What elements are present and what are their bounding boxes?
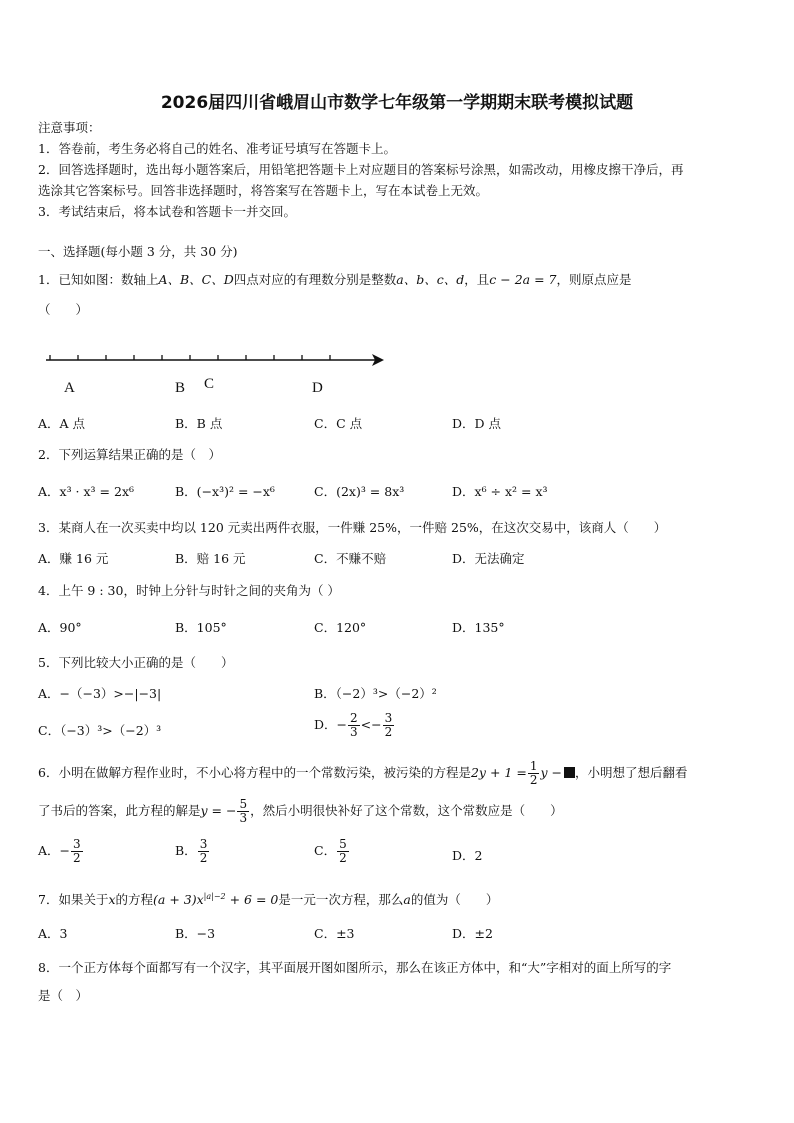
q6-option-b[interactable]: B． $\frac{3}{2}$ bbox=[175, 837, 208, 865]
q7-option-c[interactable]: C．±3 bbox=[314, 926, 355, 941]
q6-option-a[interactable]: A．− $\frac{3}{2}$ bbox=[38, 837, 81, 865]
q3-option-c[interactable]: C．不赚不赔 bbox=[314, 551, 387, 566]
q1-option-b[interactable]: B．B 点 bbox=[175, 416, 223, 431]
q3-option-d[interactable]: D．无法确定 bbox=[452, 551, 525, 566]
q5-option-b[interactable]: B．（−2）³>（−2）² bbox=[314, 686, 437, 701]
fraction: $\frac{5}{2}$ bbox=[339, 837, 347, 865]
fraction: $\frac{1}{2}$ bbox=[529, 759, 538, 787]
fraction: $\frac{2}{3}$ bbox=[350, 711, 358, 739]
axis-label-d: D bbox=[312, 380, 323, 396]
q2-stem: 2．下列运算结果正确的是（ ） bbox=[38, 447, 221, 462]
q6-option-d[interactable]: D．2 bbox=[452, 848, 483, 863]
page-title: 2026届四川省峨眉山市数学七年级第一学期期末联考模拟试题 bbox=[160, 93, 634, 113]
q4-stem: 4．上午 9 : 30，时钟上分针与时针之间的夹角为（ ） bbox=[38, 583, 340, 598]
q7-option-d[interactable]: D．±2 bbox=[452, 926, 493, 941]
fraction: $\frac{3}{2}$ bbox=[199, 837, 208, 865]
notice-item-2b: 选涂其它答案标号。回答非选择题时，将答案写在答题卡上，写在本试卷上无效。 bbox=[38, 183, 489, 198]
number-line bbox=[44, 348, 389, 372]
axis-label-c: C bbox=[204, 376, 215, 392]
fraction: $\frac{3}{2}$ bbox=[384, 711, 393, 739]
q1-option-d[interactable]: D．D 点 bbox=[452, 416, 502, 431]
q4-option-b[interactable]: B．105° bbox=[175, 620, 227, 635]
q8-stem-line1: 8．一个正方体每个面都写有一个汉字，其平面展开图如图所示，那么在该正方体中，和“大”字相对的面上所写的字 bbox=[38, 960, 672, 975]
section-heading: 一、选择题(每小题 3 分，共 30 分) bbox=[38, 244, 238, 259]
notice-item-1: 1．答卷前，考生务必将自己的姓名、准考证号填写在答题卡上。 bbox=[38, 141, 396, 156]
q3-option-a[interactable]: A．赚 16 元 bbox=[38, 551, 109, 566]
q6-stem-line2: 了书后的答案，此方程的解是y = − $\frac{5}{3}$ ，然后小明很快补好了这个常数，这个常数应是（ ） bbox=[38, 797, 563, 825]
q1-paren: （ ） bbox=[38, 302, 89, 317]
fraction: $\frac{5}{3}$ bbox=[239, 797, 248, 825]
q4-option-c[interactable]: C．120° bbox=[314, 620, 367, 635]
q3-stem: 3．某商人在一次买卖中均以 120 元卖出两件衣服，一件赚 25%，一件赔 25%，在这次交易中，该商人（ ） bbox=[38, 520, 667, 535]
q2-option-a[interactable]: A．x³ · x³ = 2x⁶ bbox=[38, 484, 135, 499]
q7-option-b[interactable]: B．−3 bbox=[175, 926, 216, 941]
notice-item-2a: 2．回答选择题时，选出每小题答案后，用铅笔把答题卡上对应题目的答案标号涂黑，如需改动，用橡皮擦干净后，再 bbox=[38, 162, 684, 177]
axis-label-a: A bbox=[64, 380, 75, 396]
ink-blot-icon bbox=[564, 767, 575, 778]
q2-option-d[interactable]: D．x⁶ ÷ x² = x³ bbox=[452, 484, 548, 499]
q1-option-a[interactable]: A．A 点 bbox=[38, 416, 86, 431]
q5-option-c[interactable]: C．（−3）³>（−2）³ bbox=[38, 723, 162, 738]
q2-option-b[interactable]: B．(−x³)² = −x⁶ bbox=[175, 484, 275, 499]
q7-stem: 7．如果关于x的方程$(a + 3)x^{|a|-2} + 6 = 0$是一元一次方程，那么a的值为（ ） bbox=[38, 892, 499, 908]
q8-stem-line2: 是（ ） bbox=[38, 988, 89, 1003]
axis-label-b: B bbox=[175, 380, 186, 396]
q6-stem-line1: 6．小明在做解方程作业时，不小心将方程中的一个常数污染，被污染的方程是2y + 1 = $\frac{1}{2}$ y − ，小明想了想后翻看 bbox=[38, 759, 688, 787]
notice-item-3: 3．考试结束后，将本试卷和答题卡一并交回。 bbox=[38, 204, 296, 219]
q5-stem: 5．下列比较大小正确的是（ ） bbox=[38, 655, 234, 670]
fraction: $\frac{3}{2}$ bbox=[73, 837, 81, 865]
q1-stem: 1．已知如图：数轴上A、B、C、D四点对应的有理数分别是整数a、b、c、d，且c − 2a = 7，则原点应是 bbox=[38, 272, 632, 287]
q5-option-a[interactable]: A．−（−3）>−|−3| bbox=[38, 686, 162, 701]
q6-option-c[interactable]: C． $\frac{5}{2}$ bbox=[314, 837, 347, 865]
q2-option-c[interactable]: C．(2x)³ = 8x³ bbox=[314, 484, 405, 499]
q5-option-d[interactable]: D．− $\frac{2}{3}$ <− $\frac{3}{2}$ bbox=[314, 711, 393, 739]
q7-option-a[interactable]: A．3 bbox=[38, 926, 68, 941]
q4-option-a[interactable]: A．90° bbox=[38, 620, 82, 635]
q3-option-b[interactable]: B．赔 16 元 bbox=[175, 551, 246, 566]
q1-option-c[interactable]: C．C 点 bbox=[314, 416, 363, 431]
notice-heading: 注意事项： bbox=[38, 120, 101, 135]
q4-option-d[interactable]: D．135° bbox=[452, 620, 505, 635]
